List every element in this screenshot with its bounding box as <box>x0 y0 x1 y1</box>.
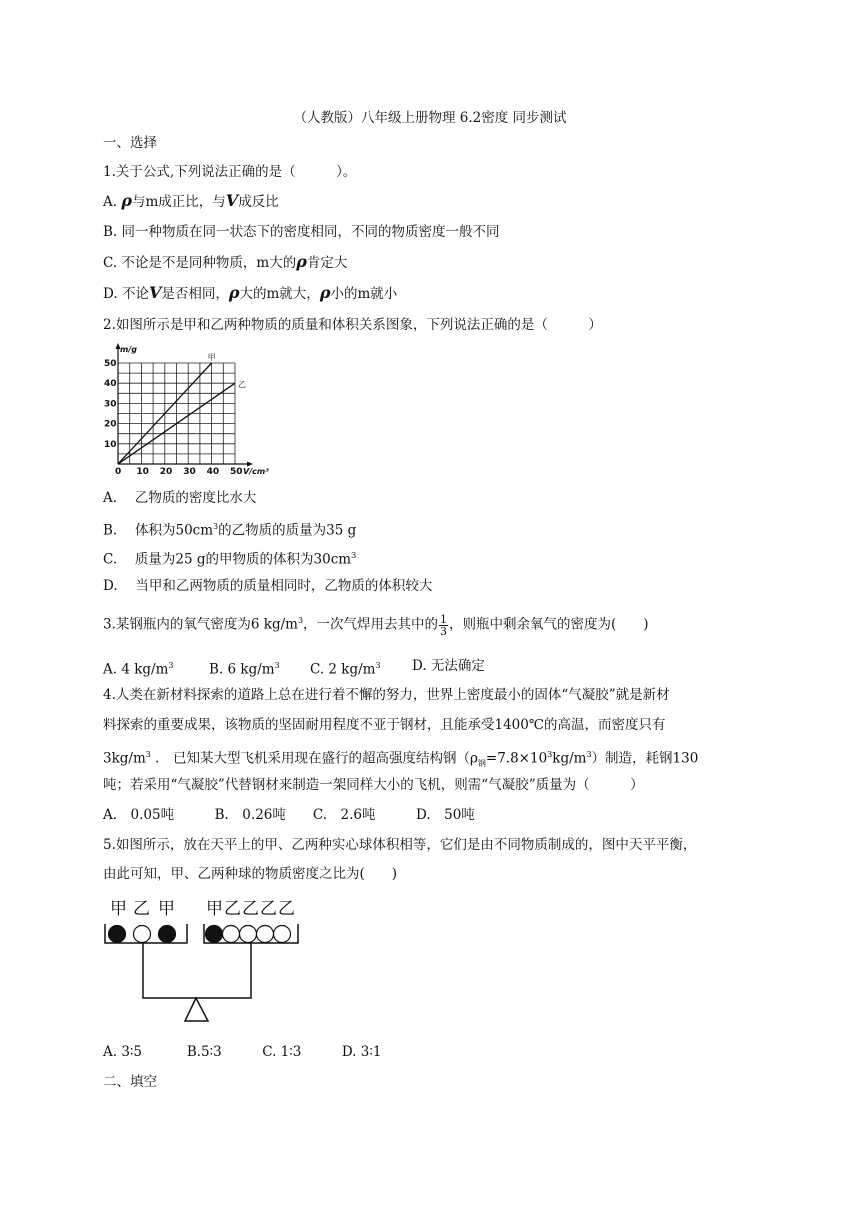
left-label-3: 甲 <box>158 899 175 919</box>
left-ball-yi <box>134 926 151 943</box>
q4-line-3: $3kg/m^3$ . 已知某大型飞机采用现在盛行的超高强度结构钢$(\rho_钢=7.8\times 10^3kg/m^3)$制造，耗钢130 <box>103 750 699 769</box>
balance-fulcrum <box>185 998 208 1021</box>
left-ball-jia-1 <box>109 926 126 943</box>
balance-scale-diagram <box>98 895 313 1025</box>
q4-options: A. 0.05吨 B. 0.26吨 C. 2.6吨 D. 50吨 <box>103 807 475 823</box>
series-label-2: 乙 <box>238 380 246 390</box>
mass-volume-chart <box>98 340 278 475</box>
right-ball-yi-2 <box>240 926 257 943</box>
x-tick-label: 50 <box>230 467 243 475</box>
section-fill-heading: 二、填空 <box>103 1074 157 1090</box>
y-axis-label: m/g <box>120 345 137 354</box>
right-label-1: 甲 <box>206 899 223 919</box>
q5-options: A. 3∶5 B.5∶3 C. 1∶3 D. 3∶1 <box>103 1044 382 1060</box>
right-label-3: 乙 <box>242 899 259 919</box>
x-tick-label: 10 <box>136 467 149 475</box>
y-tick-label: 10 <box>104 439 117 450</box>
right-ball-yi-1 <box>223 926 240 943</box>
x-axis-label: V/cm³ <box>243 467 269 475</box>
one-third-fraction: $\frac{1}{3}$ <box>440 612 448 638</box>
y-tick-label: 40 <box>104 379 117 390</box>
q5-line-2: 由此可知，甲、乙两种球的物质密度之比为( ) <box>103 866 398 882</box>
page-title: （人教版）八年级上册物理 6.2密度 同步测试 <box>293 110 567 126</box>
right-ball-jia <box>206 926 223 943</box>
q1-option-b: B. 同一种物质在同一状态下的密度相同，不同的物质密度一般不同 <box>103 224 500 240</box>
x-tick-label: 40 <box>206 467 220 475</box>
left-label-2: 乙 <box>133 899 150 919</box>
y-tick-label: 20 <box>104 419 117 430</box>
x-tick-label: 0 <box>115 467 122 475</box>
q2-option-c: C. 质量为25 g的甲物质的体积为$30cm^3$ <box>103 551 357 568</box>
q3-option-d: D. 无法确定 <box>412 658 485 674</box>
right-label-2: 乙 <box>224 899 241 919</box>
q4-line-1: 4.人类在新材料探索的道路上总在进行着不懈的努力，世界上密度最小的固体“气凝胶”就是新材 <box>103 687 670 703</box>
q2-stem: 2.如图所示是甲和乙两种物质的质量和体积关系图象，下列说法正确的是（ ） <box>103 317 602 333</box>
q4-line-4: 吨；若采用“气凝胶”代替钢材来制造一架同样大小的飞机，则需“气凝胶”质量为（ ） <box>103 777 644 793</box>
q2-option-b: B. 体积为$50cm^3$的乙物质的质量为35 g <box>103 522 357 539</box>
right-label-5: 乙 <box>278 899 295 919</box>
balance-beam <box>143 943 251 998</box>
x-tick-label: 20 <box>159 467 173 475</box>
section-choice-heading: 一、选择 <box>103 135 157 151</box>
left-ball-jia-2 <box>159 926 176 943</box>
right-label-4: 乙 <box>260 899 277 919</box>
left-label-1: 甲 <box>110 899 127 919</box>
y-tick-label: 50 <box>104 359 117 369</box>
q2-option-a: A. 乙物质的密度比水大 <box>103 490 257 506</box>
q3-option-a: A. 4 $kg/m^3$ <box>103 661 174 678</box>
q1-stem: 1.关于公式,下列说法正确的是（ ）。 <box>103 164 357 180</box>
right-ball-yi-4 <box>274 926 291 943</box>
q1-option-a: A. ρ与m成正比，与V成反比 <box>103 191 279 210</box>
q5-line-1: 5.如图所示，放在天平上的甲、乙两种实心球体积相等，它们是由不同物质制成的，图中天平平衡， <box>103 837 697 853</box>
q2-option-d: D. 当甲和乙两物质的质量相同时，乙物质的体积较大 <box>103 578 433 594</box>
q3-stem: 3.某钢瓶内的氧气密度为6 $kg/m^3$，一次气焊用去其中的 $\frac{1}{3}$ ，则瓶中剩余氧气的密度为( ) <box>103 612 649 638</box>
q4-line-2: 料探索的重要成果，该物质的坚固耐用程度不亚于钢材，且能承受1400℃的高温，而密度只有 <box>103 717 666 733</box>
x-tick-label: 30 <box>183 467 196 475</box>
y-tick-label: 30 <box>104 399 117 410</box>
q3-option-b: B. 6 $kg/m^3$ <box>209 661 280 678</box>
q1-option-c: C. 不论是不是同种物质，m大的ρ肯定大 <box>103 252 348 271</box>
q3-option-c: C. 2 $kg/m^3$ <box>310 661 381 678</box>
series-label-1: 甲 <box>207 353 216 362</box>
x-axis-arrow <box>247 462 253 467</box>
q1-option-d: D. 不论V是否相同，ρ大的m就大，ρ小的m就小 <box>103 283 398 302</box>
right-ball-yi-3 <box>257 926 274 943</box>
